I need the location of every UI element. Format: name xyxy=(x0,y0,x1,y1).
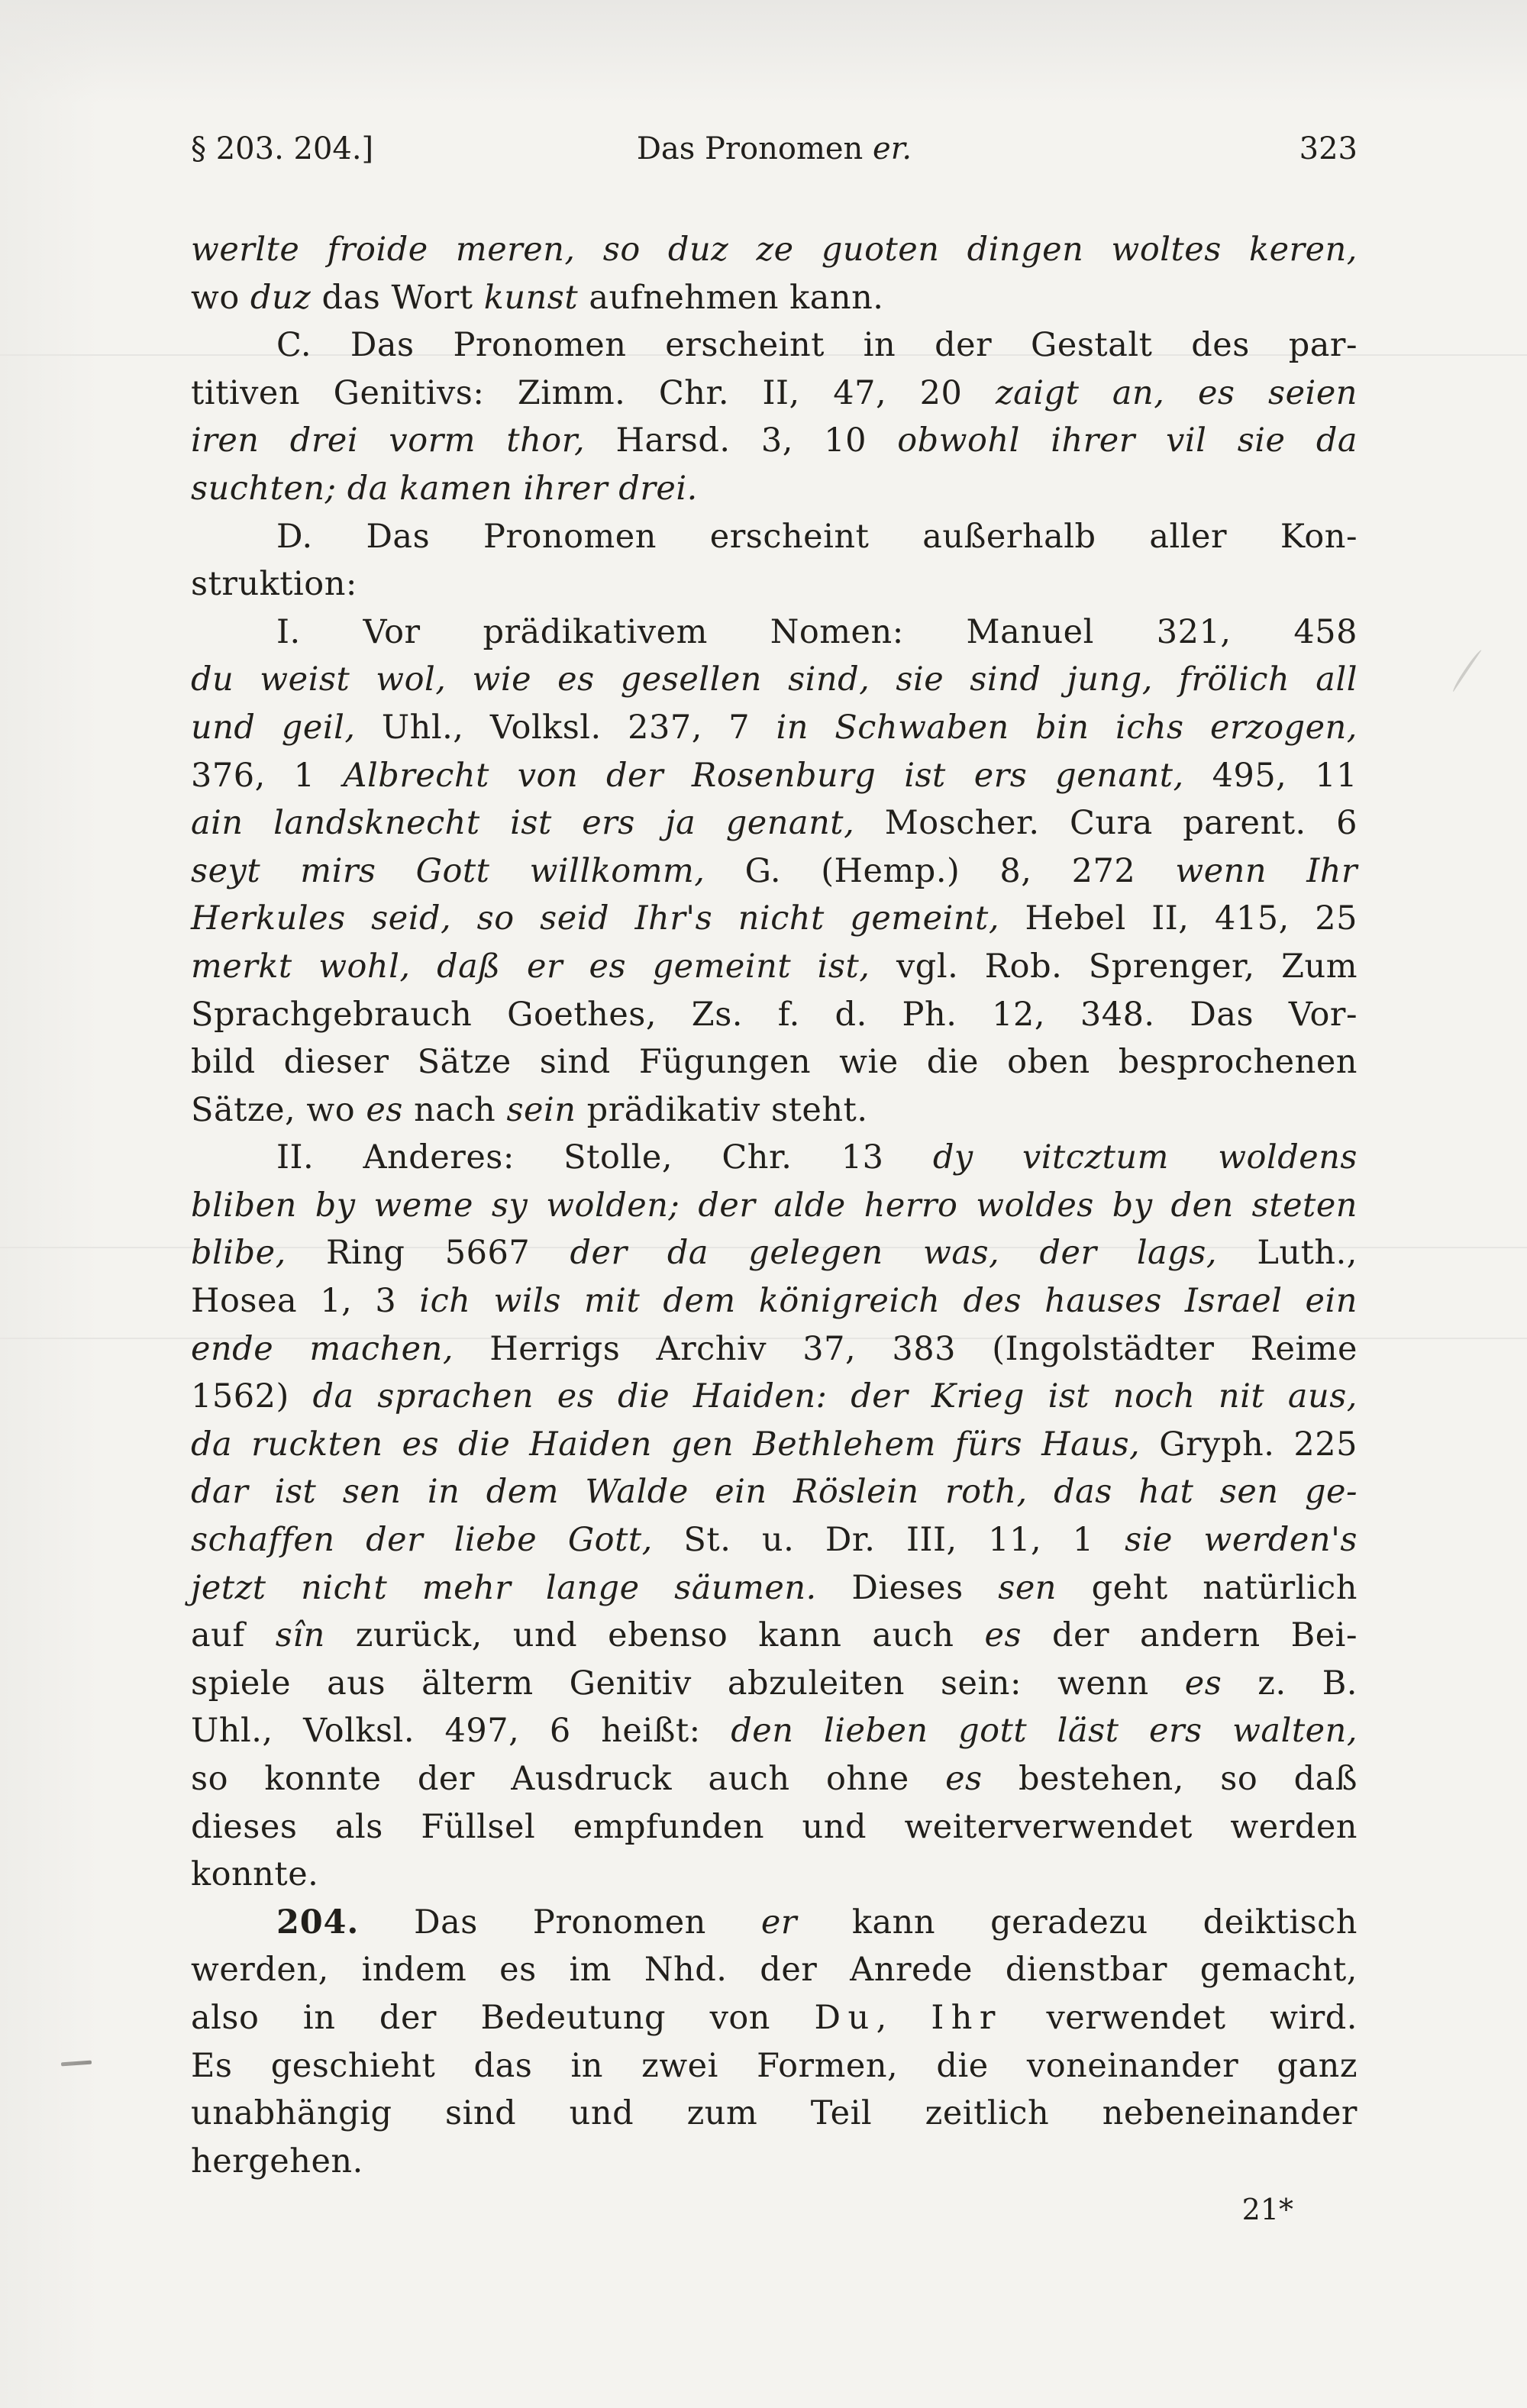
text-segment: Hebel II, 415, 25 xyxy=(999,899,1358,938)
text-line xyxy=(191,991,1358,1039)
text-line xyxy=(191,1946,1358,1994)
text-segment: dieses als Füllsel empfunden und weiterverwendet werden xyxy=(191,1807,1358,1846)
text-segment: Moscher. Cura parent. 6 xyxy=(854,804,1358,843)
text-segment: C. Das Pronomen erscheint in der Gestalt des par- xyxy=(276,326,1358,365)
text-segment: schaffen der liebe Gott, xyxy=(191,1521,653,1560)
text-segment: da ruckten es die Haiden gen Bethlehem fürs Haus, xyxy=(191,1425,1141,1464)
text-segment: prädikativ steht. xyxy=(576,1090,868,1129)
text-segment: er xyxy=(760,1903,797,1942)
text-segment: zurück, und ebenso kann auch xyxy=(324,1616,985,1655)
text-segment: geht natürlich xyxy=(1057,1568,1358,1607)
text-line xyxy=(191,274,1358,322)
text-segment: aufnehmen kann. xyxy=(578,278,884,317)
text-segment: Ring 5667 xyxy=(286,1234,570,1273)
text-line xyxy=(191,1803,1358,1851)
page-number: 323 xyxy=(1299,131,1358,166)
text-line xyxy=(191,2138,1358,2186)
text-line xyxy=(191,1038,1358,1086)
text-line xyxy=(191,943,1358,991)
text-line xyxy=(191,1086,1358,1135)
text-segment: in Schwaben bin ichs erzogen, xyxy=(776,708,1358,747)
text-segment: zaigt an, es seien xyxy=(995,373,1358,412)
text-segment: den lieben gott läst ers walten, xyxy=(731,1712,1358,1751)
text-segment: ende machen, xyxy=(191,1329,454,1368)
text-segment: sein xyxy=(506,1090,576,1129)
text-line xyxy=(191,321,1358,370)
text-segment: D. Das Pronomen erscheint außerhalb aller Kon- xyxy=(276,517,1358,556)
text-line xyxy=(191,226,1358,274)
text-segment: kunst xyxy=(483,278,579,317)
text-segment: konnte. xyxy=(191,1855,319,1894)
text-segment: dar ist sen in dem Walde ein Röslein roth, das hat sen ge- xyxy=(191,1473,1358,1512)
text-segment: auf xyxy=(191,1616,276,1655)
text-segment: bestehen, so daß xyxy=(982,1760,1358,1798)
text-segment: bild dieser Sätze sind Fügungen wie die oben besprochenen xyxy=(191,1043,1358,1082)
text-segment: da sprachen es die Haiden: der Krieg ist noch nit aus, xyxy=(312,1377,1358,1416)
text-segment: Das Pronomen xyxy=(359,1903,761,1942)
text-segment: I. Vor prädikativem Nomen: Manuel 321, 458 xyxy=(276,612,1358,651)
text-segment: verwendet wird. xyxy=(1002,1998,1358,2037)
text-segment: werden, indem es im Nhd. der Anrede dienstbar gemacht, xyxy=(191,1951,1358,1990)
running-title xyxy=(191,131,1358,166)
text-line xyxy=(191,417,1358,465)
text-segment: vgl. Rob. Sprenger, Zum xyxy=(870,947,1358,986)
text-segment: Albrecht von der Rosenburg ist ers genant, xyxy=(343,756,1184,795)
text-segment: Uhl., Volksl. 497, 6 heißt: xyxy=(191,1712,731,1751)
text-line xyxy=(191,1421,1358,1469)
text-segment: merkt wohl, daß er es gemeint ist, xyxy=(191,947,870,986)
text-line xyxy=(191,1277,1358,1325)
text-segment: 204. xyxy=(276,1903,360,1942)
text-line xyxy=(191,1707,1358,1755)
text-segment: du weist wol, wie es gesellen sind, sie sind jung, frölich all xyxy=(191,660,1358,699)
text-segment: Luth., xyxy=(1217,1234,1358,1273)
text-segment: Herkules seid, so seid Ihr's nicht gemeint, xyxy=(191,899,1000,938)
text-segment: II. Anderes: Stolle, Chr. 13 xyxy=(276,1138,933,1177)
edge-slash-mark xyxy=(1451,648,1484,693)
text-segment: z. B. xyxy=(1222,1664,1358,1703)
text-segment: titiven Genitivs: Zimm. Chr. II, 47, 20 xyxy=(191,373,996,412)
text-segment: das Wort xyxy=(311,278,484,317)
text-line xyxy=(191,1229,1358,1277)
text-segment: Uhl., Volksl. 237, 7 xyxy=(355,708,776,747)
text-segment: unabhängig sind und zum Teil zeitlich nebeneinander xyxy=(191,2094,1358,2133)
text-segment: blibe, xyxy=(191,1234,286,1273)
text-line xyxy=(191,1994,1358,2042)
text-segment: kann geradezu deiktisch xyxy=(796,1903,1358,1942)
page-header xyxy=(191,131,1358,177)
text-line xyxy=(191,656,1358,704)
text-segment: struktion: xyxy=(191,565,357,604)
text-line xyxy=(191,1564,1358,1612)
text-segment: Herrigs Archiv 37, 383 (Ingolstädter Reime xyxy=(454,1329,1358,1368)
text-segment: wenn Ihr xyxy=(1175,851,1358,890)
text-segment: Dieses xyxy=(816,1568,999,1607)
text-segment: iren drei vorm thor, xyxy=(191,421,586,460)
text-segment: ich wils mit dem königreich des hauses Israel ein xyxy=(419,1282,1358,1321)
text-segment: Ihr xyxy=(931,1998,1002,2037)
text-line xyxy=(191,370,1358,418)
text-line xyxy=(191,1468,1358,1516)
text-line xyxy=(191,2090,1358,2138)
text-segment: ain landsknecht ist ers ja genant, xyxy=(191,804,855,843)
text-segment: Hosea 1, 3 xyxy=(191,1282,420,1321)
text-segment: sen xyxy=(998,1568,1057,1607)
text-segment: Harsd. 3, 10 xyxy=(585,421,898,460)
text-segment: 1562) xyxy=(191,1377,313,1416)
text-segment: 376, 1 xyxy=(191,756,344,795)
text-line xyxy=(191,608,1358,657)
text-segment: Sätze, wo xyxy=(191,1090,366,1129)
text-line xyxy=(191,1134,1358,1182)
text-segment: so konnte der Ausdruck auch ohne xyxy=(191,1760,946,1798)
text-segment: und geil, xyxy=(191,708,356,747)
text-line xyxy=(191,2042,1358,2090)
text-segment: es xyxy=(984,1616,1022,1655)
text-line xyxy=(191,465,1358,513)
text-segment: der andern Bei- xyxy=(1022,1616,1358,1655)
text-segment: spiele aus älterm Genitiv abzuleiten sein: wenn xyxy=(191,1664,1185,1703)
text-segment: es xyxy=(945,1760,983,1798)
text-line xyxy=(191,560,1358,608)
text-line xyxy=(191,1325,1358,1373)
text-line xyxy=(191,704,1358,752)
text-line xyxy=(191,513,1358,561)
text-segment: bliben by weme sy wolden; der alde herro woldes by den steten xyxy=(191,1186,1358,1225)
text-line xyxy=(191,1516,1358,1564)
text-line xyxy=(191,895,1358,943)
text-segment: es xyxy=(366,1090,403,1129)
margin-dash-mark xyxy=(61,2061,92,2067)
text-segment: hergehen. xyxy=(191,2142,363,2180)
text-segment: Sprachgebrauch Goethes, Zs. f. d. Ph. 12, 348. Das Vor- xyxy=(191,995,1358,1034)
text-segment: wo xyxy=(191,278,250,317)
text-line xyxy=(191,1755,1358,1803)
text-line xyxy=(191,1182,1358,1230)
text-segment: Gryph. 225 xyxy=(1140,1425,1358,1464)
text-segment: sîn xyxy=(275,1616,325,1655)
text-line xyxy=(191,799,1358,847)
text-segment: G. (Hemp.) 8, 272 xyxy=(705,851,1176,890)
text-segment: jetzt nicht mehr lange säumen. xyxy=(191,1568,817,1607)
text-line xyxy=(191,1612,1358,1660)
text-segment: Das Pronomen xyxy=(636,131,873,166)
text-segment: werlte froide meren, so duz ze guoten dingen woltes keren, xyxy=(191,231,1358,269)
text-segment: dy vitcztum woldens xyxy=(932,1138,1358,1177)
text-segment: Du xyxy=(814,1998,876,2037)
text-segment: St. u. Dr. III, 11, 1 xyxy=(652,1521,1125,1560)
text-segment: sie werden's xyxy=(1125,1521,1358,1560)
text-segment: 495, 11 xyxy=(1183,756,1358,795)
text-segment: der da gelegen was, der lags, xyxy=(570,1234,1218,1273)
text-segment: , xyxy=(876,1998,931,2037)
text-segment: Es geschieht das in zwei Formen, die voneinander ganz xyxy=(191,2046,1358,2085)
text-segment: seyt mirs Gott willkomm, xyxy=(191,851,705,890)
text-segment: also in der Bedeutung von xyxy=(191,1998,815,2037)
text-segment: obwohl ihrer vil sie da xyxy=(897,421,1358,460)
text-line xyxy=(191,752,1358,800)
signature-mark: 21* xyxy=(1241,2193,1293,2226)
text-segment: er. xyxy=(873,131,912,166)
text-segment: suchten; da kamen ihrer drei. xyxy=(191,469,698,508)
text-segment: es xyxy=(1184,1664,1222,1703)
text-line xyxy=(191,1373,1358,1421)
text-line xyxy=(191,1851,1358,1899)
text-segment: nach xyxy=(402,1090,507,1129)
section-marker: § 203. 204.] xyxy=(191,131,374,166)
text-line xyxy=(191,1660,1358,1708)
text-segment: duz xyxy=(250,278,312,317)
page-body-text xyxy=(191,226,1358,2185)
text-line xyxy=(191,847,1358,896)
text-line xyxy=(191,1899,1358,1947)
